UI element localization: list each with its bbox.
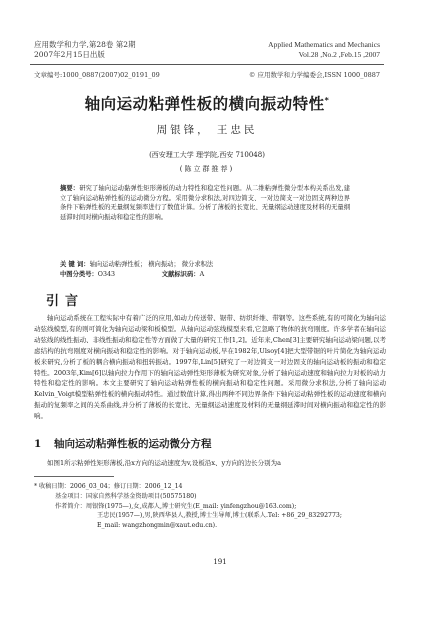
copyright-line: © 应用数学和力学编委会,ISSN 1000_0887	[248, 71, 380, 79]
footnote-funding: 基金项目：国家自然科学基金资助项目(50575180)	[55, 492, 197, 500]
header-rule	[30, 64, 384, 65]
clc-label: 中图分类号：	[60, 271, 98, 278]
author-list: 周银锋， 王忠民	[156, 124, 258, 136]
journal-header-en	[268, 40, 380, 60]
section-1-text: 如图1所示粘弹性矩形薄板,沿x方向的运动速度为v,设板沿x、y方向的边长分别为a	[47, 459, 282, 467]
keywords-label: 关 键 词：	[60, 261, 90, 268]
abstract-text: 研究了轴向运动黏弹性矩形薄板的动力特性和稳定性问题。从二维粘弹性微分型本构关系出发,建立了轴向运动粘弹性板的运动微分方程。采用微分求积法,对四边简支、一对边简支一对边固支两种边界条件下粘弹性板的无量纲复频率进行了数值计算。分析了薄板的长宽比、无量纲运动速度及材料的无量纲延滞时间对横向振动和稳定性的影响。	[60, 185, 350, 221]
keywords	[60, 260, 350, 270]
footnotes	[34, 482, 386, 531]
title-footnote-mark: *	[324, 95, 330, 105]
affiliation: (西安理工大学 理学院,西安 710048)	[149, 151, 265, 159]
doc-code-value: A	[199, 271, 205, 278]
recommender-note: (陈立群推荐)	[179, 165, 235, 173]
footnote-email: E_mail: wangzhongmin@xaut.edu.cn).	[97, 522, 218, 530]
footnote-received: * 收稿日期：2006_03_04；修订日期：2006_12_14	[34, 483, 183, 490]
paper-title	[30, 92, 384, 114]
intro-heading: 引言	[46, 294, 85, 309]
footnote-rule	[34, 476, 114, 477]
intro-paragraph: 轴向运动系统在工程实际中有着广泛的应用,如动力传送带、锯带、纺织纤维、带钢等。这些系统,有的可简化为轴向运动弦线模型,有的则可简化为轴向运动梁和板模型。从轴向运动弦线模型来看,它忽略了物体的抗弯刚度。许多学者在轴向运动弦线的线性振动、非线性振动和稳定性等方面做了大量的研究工作[1,2]。近年来,Chen[3]主要研究轴向运动梁问题,以考虑结构的抗弯刚度对横向振动和稳定性的影响。对于轴向运动板,早在1982年,Ulsoy[4]把大型带锯的叶片简化为轴向运动板来研究,分析了板的耦合横向振动和扭转振动。1997年,Lin[5]研究了一对边简支一对边固支的轴向运动板的振动和稳定特性。2003年,Kim[6]以轴向拉力作用下的轴向运动弹性矩形薄板为研究对象,分析了轴向运动速度和轴向拉力对板的动力特性和稳定性的影响。本文主要研究了轴向运动粘弹性板的横向振动和稳定性问题。采用微分求积法,分析了轴向运动Kelvin_Voigt模型粘弹性板的横向振动特性。通过数值计算,得出两种不同边界条件下轴向运动粘弹性板的运动速度和横向振动的复频率之间的关系曲线,并分析了薄板的长宽比、无量纲运动速度及材料的无量纲延滞时间对横向振动和稳定性的影响。	[34, 314, 386, 421]
paper-title-text: 轴向运动粘弹性板的横向振动特性	[84, 95, 325, 113]
journal-header-cn	[34, 40, 136, 60]
clc-value: O343	[97, 271, 115, 278]
abstract	[60, 184, 350, 222]
section-1-title: 轴向运动粘弹性板的运动微分方程	[54, 438, 212, 450]
journal-name-en: Applied Mathematics and Mechanics	[268, 40, 380, 49]
footnote-author-2: 王忠民(1957—),男,陕西华县人,教授,博士生导师,博士(联系人.Tel: +86_29_83292773;	[97, 512, 342, 520]
doc-code-label: 文献标识码：	[161, 271, 200, 278]
abstract-label: 摘要：	[60, 185, 80, 192]
issue-en: Vol.28 ,No.2 ,Feb.15 ,2007	[298, 50, 380, 59]
article-number: 文章编号:1000_0887(2007)02_0191_09	[34, 71, 160, 79]
footnote-author-1: 作者简介：周银锋(1975—),女,成都人,博士研究生(E_mail: yinfengzhou@163.com);	[55, 502, 297, 510]
publish-date-cn: 2007年2月15日出版	[34, 50, 105, 59]
keywords-text: 轴向运动粘弹性板； 横向振动； 微分求积法	[89, 261, 214, 268]
section-1-number: 1	[34, 438, 42, 450]
classification-row	[60, 270, 350, 280]
section-1-heading	[34, 436, 212, 451]
page-number: 191	[213, 558, 227, 566]
journal-name-cn: 应用数学和力学,第28卷 第2期	[34, 40, 136, 49]
